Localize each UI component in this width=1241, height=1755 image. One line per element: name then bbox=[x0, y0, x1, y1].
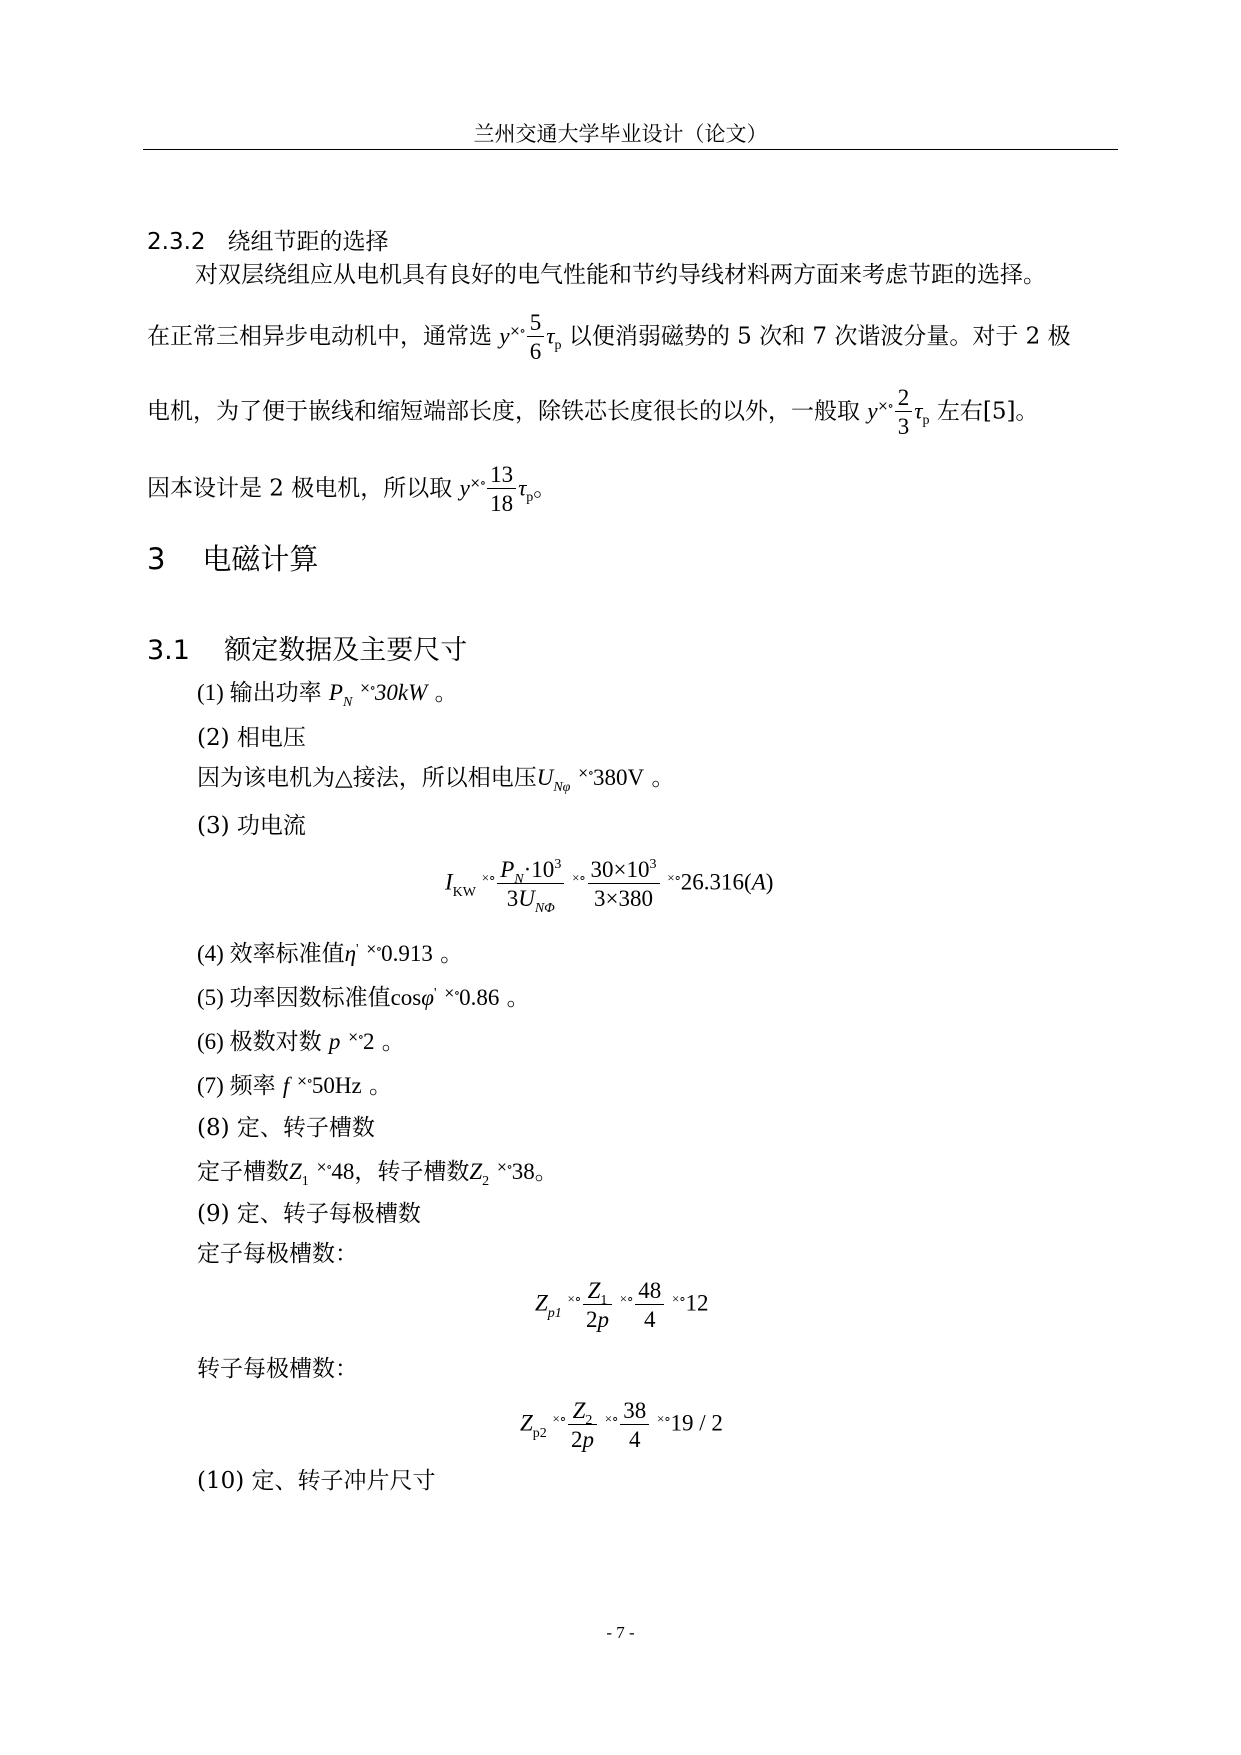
list-item-1: (1) 输出功率 $P_N$ ×∘30kW 。 bbox=[197, 680, 458, 710]
paragraph-line-2: 在正常三相异步电动机中，通常选 y×∘ $\frac{5}{6}$ $\tau_p$ 以便消弱磁势的 5 次和 7 次谐波分量。对于 2 极 bbox=[147, 310, 1071, 365]
paragraph-line-1: 对双层绕组应从电机具有良好的电气性能和节约导线材料两方面来考虑节距的选择。 bbox=[195, 262, 1046, 288]
section-heading-3 bbox=[147, 537, 318, 578]
eq-glyph: ×∘ bbox=[509, 324, 525, 340]
list-item-2: (2) 相电压 bbox=[197, 725, 306, 751]
subsection-heading-2-3-2 bbox=[147, 223, 388, 256]
equation-rotor-slots-per-pole: $Z_{p2}$ ×∘ $\frac{Z_2}{2p}$ ×∘ $\frac{38}{4}$ ×∘19 / 2 bbox=[520, 1398, 723, 1453]
fraction-13-18: $\frac{13}{18}$ bbox=[487, 462, 516, 517]
page-number: - 7 - bbox=[606, 1623, 635, 1642]
list-item-3: (3) 功电流 bbox=[197, 813, 306, 839]
list-item-8-text: 定子槽数$Z_1$ ×∘48，转子槽数$Z_2$ ×∘38。 bbox=[197, 1159, 558, 1189]
pitch-var-y: y bbox=[499, 323, 510, 349]
equation-stator-slots-per-pole: $Z_{p1}$ ×∘ $\frac{Z_1}{2p}$ ×∘ $\frac{48}{4}$ ×∘12 bbox=[535, 1278, 709, 1333]
header-rule bbox=[143, 149, 1118, 150]
list-item-2-text: 因为该电机为△接法，所以相电压$U_{N\varphi}$ ×∘380V 。 bbox=[197, 765, 675, 795]
running-header: 兰州交通大学毕业设计（论文） bbox=[473, 122, 768, 146]
fraction-5-6: $\frac{5}{6}$ bbox=[527, 310, 545, 365]
list-item-9: (9) 定、转子每极槽数 bbox=[197, 1201, 421, 1227]
section-number: 3 bbox=[147, 542, 166, 576]
fraction-2-3: $\frac{2}{3}$ bbox=[895, 385, 913, 440]
paragraph-line-4: 因本设计是 2 极电机，所以取 y×∘ $\frac{13}{18}$ $\tau_p$。 bbox=[147, 462, 557, 517]
equation-active-current: $I_{KW}$ ×∘ $\frac{P_N\cdot 10^3}{3U_{N\Phi}}$ ×∘ $\frac{30\times 10^3}{3\times 380}$ ×∘26.316(A) bbox=[445, 857, 774, 917]
list-item-10: (10) 定、转子冲片尺寸 bbox=[197, 1468, 436, 1494]
subsection-heading-3-1 bbox=[147, 628, 467, 667]
fraction-z1-over-2p: $\frac{Z_1}{2p}$ bbox=[583, 1278, 612, 1333]
list-item-6: (6) 极数对数 p ×∘2 。 bbox=[197, 1029, 405, 1055]
section-title: 电磁计算 bbox=[202, 542, 319, 576]
fraction-48-over-4: $\frac{48}{4}$ bbox=[635, 1278, 664, 1333]
rotor-slots-label: 转子每极槽数： bbox=[197, 1356, 358, 1382]
paragraph-line-3: 电机，为了便于嵌线和缩短端部长度，除铁芯长度很长的以外，一般取 y×∘ $\frac{2}{3}$ $\tau_p$ 左右[5]。 bbox=[147, 385, 1039, 440]
subsection-number: 2.3.2 bbox=[147, 229, 206, 255]
subsection-title: 绕组节距的选择 bbox=[227, 229, 389, 255]
list-item-8: (8) 定、转子槽数 bbox=[197, 1115, 375, 1141]
subsection-title: 额定数据及主要尺寸 bbox=[224, 635, 468, 666]
fraction-z2-over-2p: $\frac{Z_2}{2p}$ bbox=[568, 1398, 597, 1453]
fraction-38-over-4: $\frac{38}{4}$ bbox=[620, 1398, 649, 1453]
stator-slots-label: 定子每极槽数： bbox=[197, 1241, 358, 1267]
fraction-30e3-over-3x380: $\frac{30\times 10^3}{3\times 380}$ bbox=[588, 857, 660, 912]
subsection-number: 3.1 bbox=[147, 635, 190, 666]
list-item-4: (4) 效率标准值η' ×∘0.913 。 bbox=[197, 941, 464, 967]
fraction-pn-over-3un: $\frac{P_N\cdot 10^3}{3U_{N\Phi}}$ bbox=[497, 857, 564, 912]
list-item-7: (7) 频率 f ×∘50Hz 。 bbox=[197, 1073, 392, 1099]
list-item-5: (5) 功率因数标准值cosφ' ×∘0.86 。 bbox=[197, 985, 530, 1011]
